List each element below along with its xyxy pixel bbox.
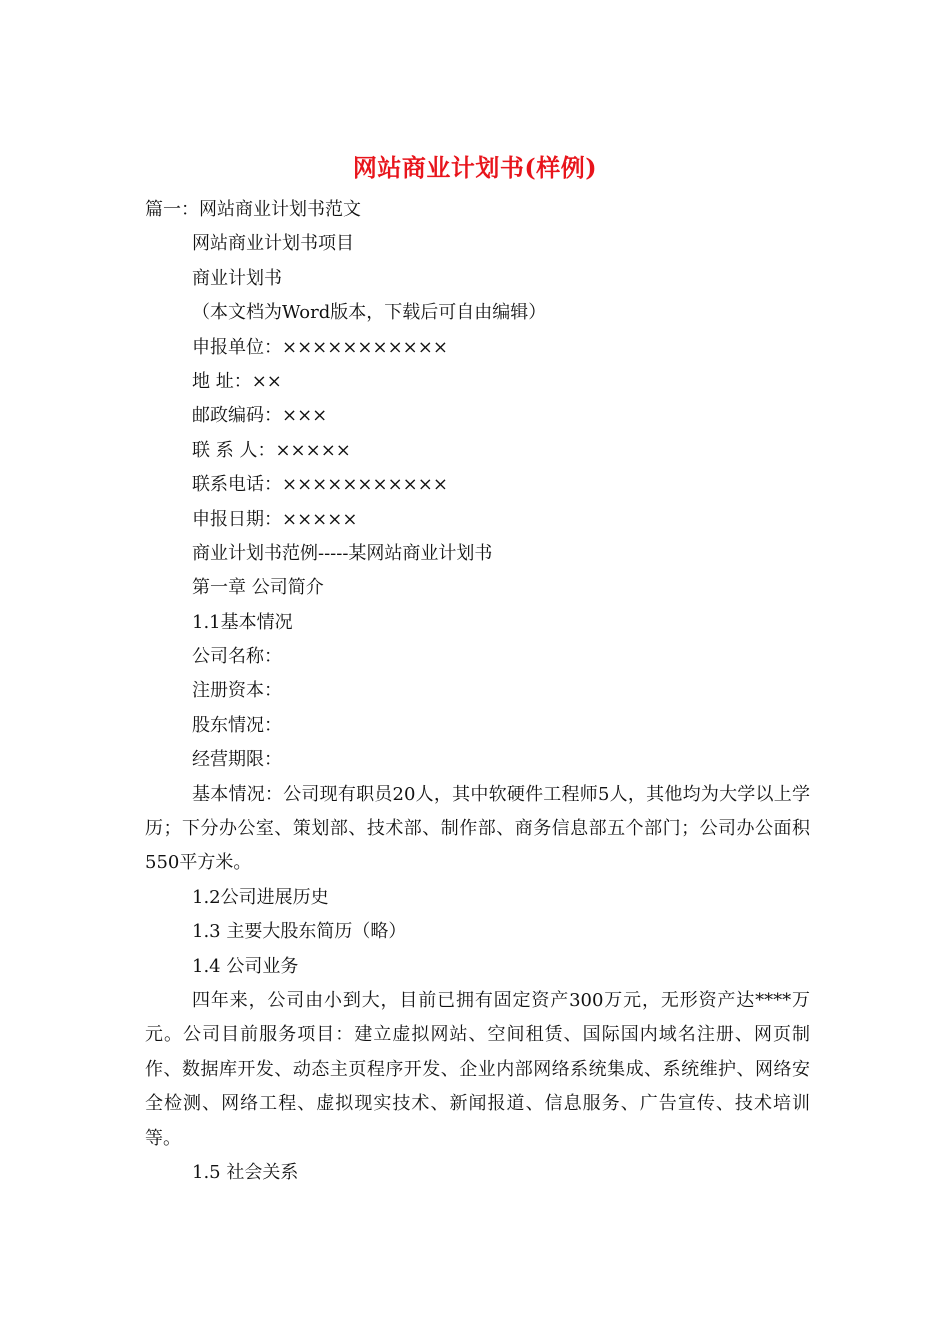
- subsection-1-5: 1.5 社会关系: [192, 1162, 299, 1184]
- shareholder-line: 股东情况：: [192, 714, 282, 736]
- subsection-1-2: 1.2公司进展历史: [192, 886, 329, 908]
- applicant-line: 申报单位：×××××××××××: [192, 336, 448, 358]
- term-line: 经营期限：: [192, 749, 282, 771]
- note-line: （本文档为Word版本，下载后可自由编辑）: [192, 302, 547, 324]
- plan-line: 商业计划书: [192, 267, 282, 289]
- phone-line: 联系电话：×××××××××××: [192, 474, 448, 496]
- subsection-1-3: 1.3 主要大股东简历（略）: [192, 921, 407, 943]
- section-heading: 篇一：网站商业计划书范文: [145, 199, 361, 220]
- date-line: 申报日期：×××××: [192, 508, 358, 530]
- document-title: 网站商业计划书(样例): [352, 153, 598, 182]
- company-name-line: 公司名称：: [192, 646, 282, 668]
- contact-line: 联 系 人：×××××: [192, 439, 351, 461]
- project-line: 网站商业计划书项目: [192, 233, 354, 255]
- postcode-line: 邮政编码：×××: [192, 405, 328, 427]
- capital-line: 注册资本：: [192, 680, 282, 702]
- document-body: [145, 193, 810, 1190]
- subsection-1-4: 1.4 公司业务: [192, 955, 299, 977]
- business-paragraph: 四年来，公司由小到大，目前已拥有固定资产300万元，无形资产达****万元。公司目前服务项目：建立虚拟网站、空间租赁、国际国内域名注册、网页制作、数据库开发、动态主页程序开发、企业内部网络系统集成、系统维护、网络安全检测、网络工程、虚拟现实技术、新闻报道、信息服务、广告宣传、技术培训等。: [145, 990, 810, 1149]
- address-line: 地 址：××: [192, 370, 282, 392]
- basic-info-paragraph: 基本情况：公司现有职员20人，其中软硬件工程师5人，其他均为大学以上学历；下分办公室、策划部、技术部、制作部、商务信息部五个部门；公司办公面积550平方米。: [145, 783, 810, 874]
- subsection-1-1: 1.1基本情况: [192, 611, 293, 633]
- chapter-heading: 第一章 公司简介: [192, 577, 324, 599]
- example-line: 商业计划书范例-----某网站商业计划书: [192, 542, 493, 564]
